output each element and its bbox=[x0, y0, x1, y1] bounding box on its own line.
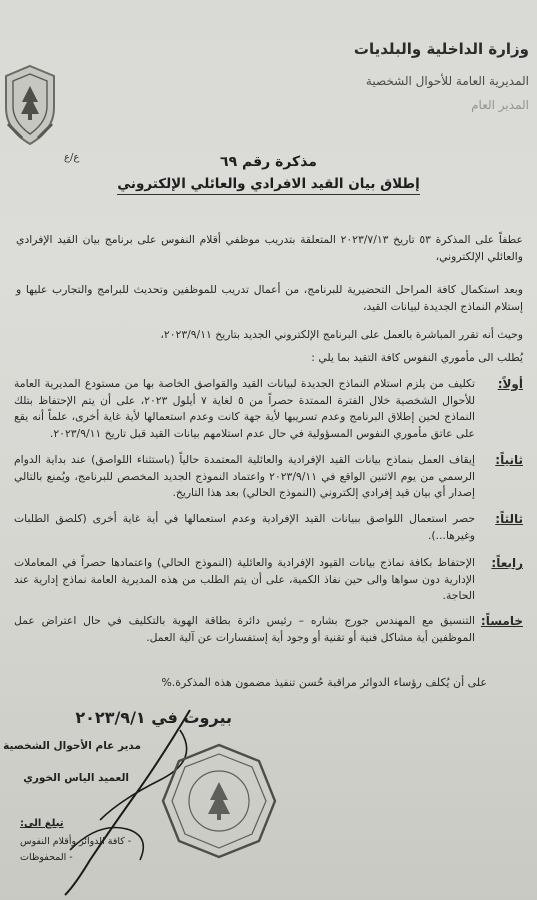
signatory-name: العميد الياس الخوري bbox=[23, 772, 129, 784]
distribution-heading: تبلغ الى: bbox=[20, 818, 64, 829]
closing-sentence: على أن يُكلف رؤساء الدوائر مراقبة حُسن تنفيذ مضمون هذه المذكرة.% bbox=[161, 676, 487, 689]
issue-date: بيروت في ٢٠٢٣/٩/١ bbox=[75, 708, 232, 727]
intro-paragraph-2: وبعد استكمال كافة المراحل التحضيرية للبرنامج، من أعمال تدريب للموظفين وتحديث للبرامج والتجارب عليها و إستلام النماذج الجديدة لبيانات القيد، bbox=[16, 283, 523, 313]
item-text: حصر استعمال اللواصق ببيانات القيد الإفرادية وعدم استعمالها في أية غاية أخرى (كلصق الطلبات وغيرها...). bbox=[14, 512, 475, 542]
list-item bbox=[14, 555, 523, 605]
list-item bbox=[14, 376, 523, 442]
list-item bbox=[14, 452, 523, 502]
item-text: التنسيق مع المهندس جورج بشاره – رئيس دائرة بطاقة الهوية بالتكليف في حال اعتراض عمل الموظفين أية مشاكل فنية أو تقنية أو وجود أية إستفسارات عن آلية العمل. bbox=[14, 614, 475, 644]
item-text: تكليف من يلزم استلام النماذج الجديدة لبيانات القيد والقواصق الخاصة بها من مستودع المديرية العامة للأحوال الشخصية خلال الفترة الممتدة حصراً من ٥ لغاية ٧ أيلول ٢٠٢٣، على أن يتم الإحتفاظ بتلك النماذج لحين إطلاق البرنامج وعدم تسريبها لأية جهة كانت وعدم استعمالها لأية غاية أخرى، علماً أنه يقع على عاتق مأموري النفوس المسؤولية في حال عدم استلامهم بيانات القيد قبل تاريخ ٢٠٢٣/٩/١١. bbox=[14, 377, 475, 440]
intro-paragraph-1: عطفاً على المذكرة ٥٣ تاريخ ٢٠٢٣/٧/١٣ المتعلقة بتدريب موظفي أقلام النفوس على برنامج بيان القيد الإفرادي والعائلي الإلكتروني، bbox=[16, 233, 523, 263]
ministry-emblem-icon bbox=[2, 64, 58, 148]
item-label: ثانياً: bbox=[495, 453, 523, 467]
memo-subject-text: إطلاق بيان القيد الافرادي والعائلي الإلكتروني bbox=[117, 176, 420, 195]
item-text: إيقاف العمل بنماذج بيانات القيد الإفرادية والعائلية المعتمدة حالياً (باستثناء اللواصق) عند بداية الدوام الرسمي من يوم الاثنين الواقع في ٢٠٢٣/٩/١١ واعتماد النموذج الجديد المخصص للبرنامج، ويُمنع بالتالي إصدار أي بيان قيد إفرادي إلكتروني (النموذج الحالي) بعد هذا التاريخ. bbox=[14, 453, 476, 499]
reference-code: ع/ع bbox=[64, 152, 80, 163]
intro-paragraph-4: يُطلب الى مأموري النفوس كافة التقيد بما يلي : bbox=[311, 351, 523, 364]
item-label: أولاً: bbox=[497, 377, 523, 391]
distribution-entry: - كافة الدوائر وأقلام النفوس bbox=[20, 836, 132, 847]
director-general-line: المدير العام bbox=[471, 98, 529, 112]
item-text: الإحتفاظ بكافة نماذج بيانات القيود الإفرادية والعائلية (النموذج الحالي) واعتمادها حصراً في المعاملات الإدارية دون سواها والى حين نفاذ الكمية، على أن يتم الطلب من هذه المديرية العامة نماذج إدارية عند الحاجة. bbox=[14, 556, 475, 602]
memo-subject bbox=[0, 176, 537, 192]
memo-number: مذكرة رقم ٦٩ bbox=[220, 154, 317, 170]
item-label: خامساً: bbox=[480, 614, 523, 628]
distribution-entry: - المحفوظات bbox=[20, 852, 73, 863]
list-item bbox=[14, 613, 523, 646]
item-label: رابعاً: bbox=[491, 556, 523, 570]
item-label: ثالثاً: bbox=[495, 512, 523, 526]
intro-paragraph-3: وحيث أنه تقرر المباشرة بالعمل على البرنامج الإلكتروني الجديد بتاريخ ٢٠٢٣/٩/١١، bbox=[160, 328, 523, 341]
signatory-title: مدير عام الأحوال الشخصية bbox=[3, 740, 141, 752]
list-item bbox=[14, 511, 523, 544]
official-stamp bbox=[160, 742, 278, 860]
directorate-name: المديرية العامة للأحوال الشخصية bbox=[365, 74, 529, 88]
ministry-name: وزارة الداخلية والبلديات bbox=[353, 40, 529, 58]
